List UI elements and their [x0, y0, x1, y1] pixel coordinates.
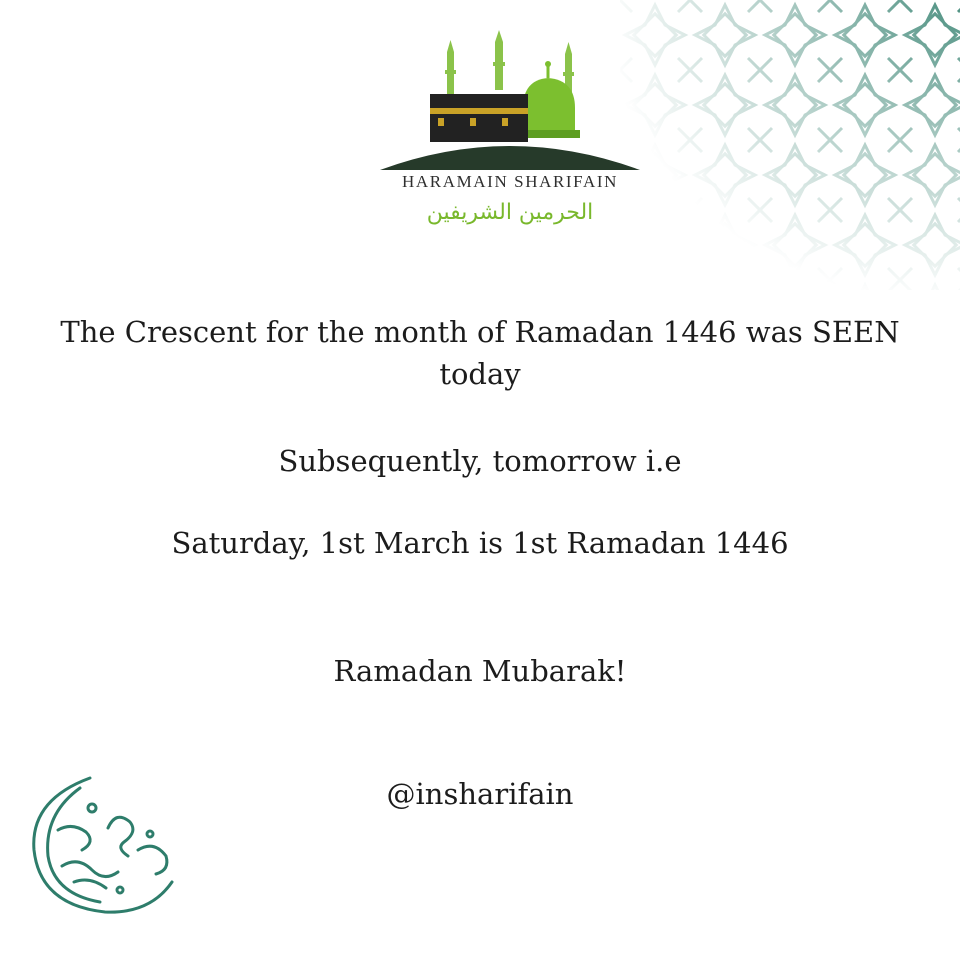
brand-logo [360, 30, 660, 245]
date-announcement: Saturday, 1st March is 1st Ramadan 1446 [171, 526, 789, 560]
ramadan-greeting: Ramadan Mubarak! [333, 654, 627, 688]
ramadan-calligraphy-icon [20, 770, 190, 920]
social-handle: @insharifain [386, 777, 574, 811]
subsequent-line: Subsequently, tomorrow i.e [278, 444, 682, 478]
kaaba-dome-icon [360, 30, 660, 170]
brand-name-english: HARAMAIN SHARIFAIN [402, 172, 618, 191]
crescent-announcement: The Crescent for the month of Ramadan 1446 was SEEN today [60, 315, 900, 391]
brand-name-arabic: الحرمين الشريفين [426, 200, 594, 225]
islamic-pattern-icon [620, 0, 960, 290]
